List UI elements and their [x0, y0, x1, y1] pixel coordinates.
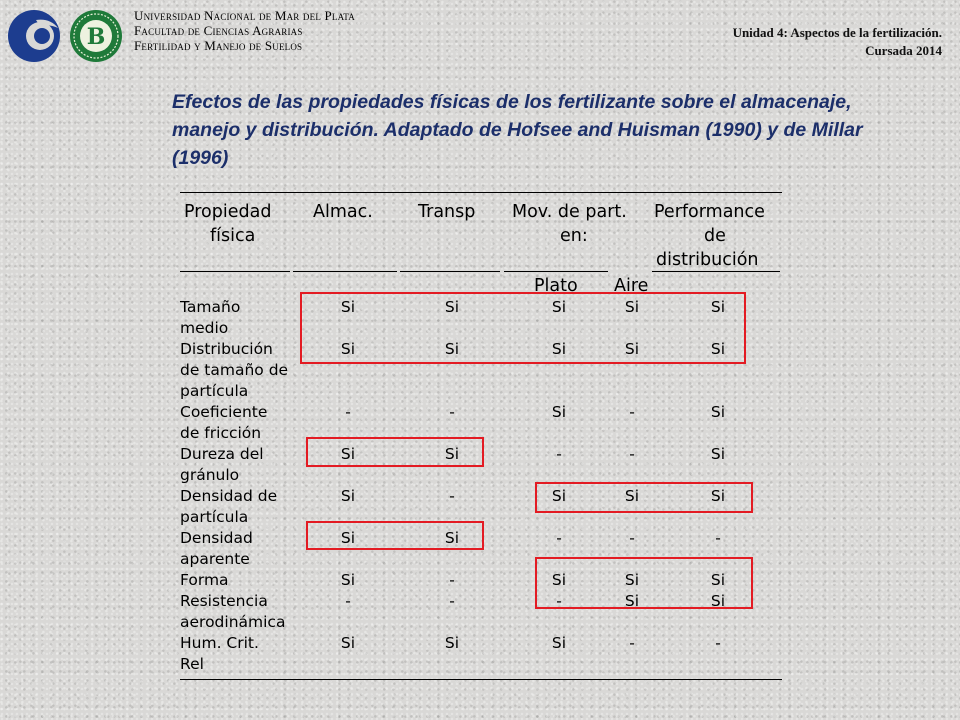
cell-perf: Si	[710, 445, 726, 463]
cell-aire: -	[629, 634, 635, 652]
cell-plato: -	[556, 529, 562, 547]
row-name-line: partícula	[180, 382, 249, 400]
university-name: Universidad Nacional de Mar del Plata	[134, 8, 355, 23]
cell-almac: -	[345, 403, 351, 421]
header-aire: Aire	[614, 276, 649, 296]
row-name-line: Tamaño	[180, 298, 241, 316]
cell-transp: -	[449, 487, 455, 505]
header-perf-line2: de	[704, 226, 726, 246]
row-name-line: Distribución	[180, 340, 273, 358]
cell-almac: Si	[340, 298, 356, 316]
cell-plato: Si	[551, 403, 567, 421]
cell-perf: Si	[710, 592, 726, 610]
course-name: Fertilidad y Manejo de Suelos	[134, 38, 303, 53]
cell-perf: -	[715, 529, 721, 547]
header-rule-transp	[400, 271, 500, 272]
cell-transp: -	[449, 403, 455, 421]
row-name-line: aerodinámica	[180, 613, 286, 631]
row-name-line: Resistencia	[180, 592, 268, 610]
cell-plato: -	[556, 592, 562, 610]
row-name-line: aparente	[180, 550, 250, 568]
row-name-line: Rel	[180, 655, 204, 673]
cell-almac: Si	[340, 571, 356, 589]
header-propiedad-line1: Propiedad	[184, 202, 272, 222]
highlight-box-forma-resistencia	[535, 557, 753, 609]
cell-aire: Si	[624, 571, 640, 589]
cell-plato: Si	[551, 634, 567, 652]
cell-perf: -	[715, 634, 721, 652]
unit-title: Unidad 4: Aspectos de la fertilización.	[732, 25, 942, 40]
highlight-box-densidad-aparente	[306, 521, 484, 550]
cell-transp: Si	[444, 445, 460, 463]
cell-perf: Si	[710, 298, 726, 316]
row-name-line: Coeficiente	[180, 403, 268, 421]
cell-perf: Si	[710, 340, 726, 358]
highlight-box-densidad-particula	[535, 482, 753, 513]
cell-transp: -	[449, 571, 455, 589]
highlight-box-dureza-storage	[306, 437, 484, 467]
row-name-line: medio	[180, 319, 229, 337]
header-almac: Almac.	[313, 202, 373, 222]
cell-perf: Si	[710, 571, 726, 589]
cell-transp: -	[449, 592, 455, 610]
faculty-name: Facultad de Ciencias Agrarias	[134, 23, 303, 38]
header-mov-line2: en:	[560, 226, 588, 246]
cell-transp: Si	[444, 529, 460, 547]
cell-aire: Si	[624, 298, 640, 316]
cell-aire: Si	[624, 592, 640, 610]
cell-aire: Si	[624, 487, 640, 505]
row-name-line: de fricción	[180, 424, 262, 442]
header-plato: Plato	[534, 276, 578, 296]
cell-aire: -	[629, 403, 635, 421]
slide-title: Efectos de las propiedades físicas de los fertilizante sobre el almacenaje, manejo y distribución. Adaptado de Hofsee and Huisman (1990) y de Millar (1996)	[172, 91, 863, 169]
header-perf-line1: Performance	[654, 202, 765, 222]
row-name-line: Densidad de	[180, 487, 278, 505]
cell-plato: Si	[551, 487, 567, 505]
cell-transp: Si	[444, 298, 460, 316]
header-transp: Transp	[418, 202, 476, 222]
row-name-line: Hum. Crit.	[180, 634, 259, 652]
cell-almac: Si	[340, 487, 356, 505]
cell-plato: Si	[551, 340, 567, 358]
cell-plato: Si	[551, 571, 567, 589]
cell-aire: -	[629, 445, 635, 463]
header-mov-line1: Mov. de part.	[512, 202, 627, 222]
unit-year: Cursada 2014	[865, 43, 942, 58]
table-bottom-rule	[180, 679, 782, 680]
header-propiedad-line2: física	[210, 226, 256, 246]
logo-b-letter: B	[86, 24, 106, 50]
cell-almac: Si	[340, 634, 356, 652]
header-rule-almac	[293, 271, 397, 272]
row-name-line: Dureza del	[180, 445, 264, 463]
row-name-line: de tamaño de	[180, 361, 289, 379]
row-name-line: partícula	[180, 508, 249, 526]
row-name-line: Densidad	[180, 529, 253, 547]
university-logo-c-icon	[6, 8, 62, 64]
header-perf-line3: distribución	[656, 250, 759, 270]
cell-aire: -	[629, 529, 635, 547]
header-rule-perf	[652, 271, 780, 272]
cell-plato: Si	[551, 298, 567, 316]
university-header	[134, 8, 355, 53]
header-rule-mov	[504, 271, 608, 272]
faculty-logo-b-icon	[68, 8, 124, 64]
cell-almac: -	[345, 592, 351, 610]
cell-aire: Si	[624, 340, 640, 358]
row-name-line: Forma	[180, 571, 229, 589]
unit-header	[733, 24, 942, 60]
cell-perf: Si	[710, 487, 726, 505]
highlight-box-size-all	[300, 292, 746, 364]
table-top-rule	[180, 192, 782, 193]
header-rule-propiedad	[180, 271, 290, 272]
cell-almac: Si	[340, 445, 356, 463]
cell-almac: Si	[340, 529, 356, 547]
cell-perf: Si	[710, 403, 726, 421]
row-name-line: gránulo	[180, 466, 240, 484]
cell-plato: -	[556, 445, 562, 463]
cell-almac: Si	[340, 340, 356, 358]
cell-transp: Si	[444, 634, 460, 652]
cell-transp: Si	[444, 340, 460, 358]
